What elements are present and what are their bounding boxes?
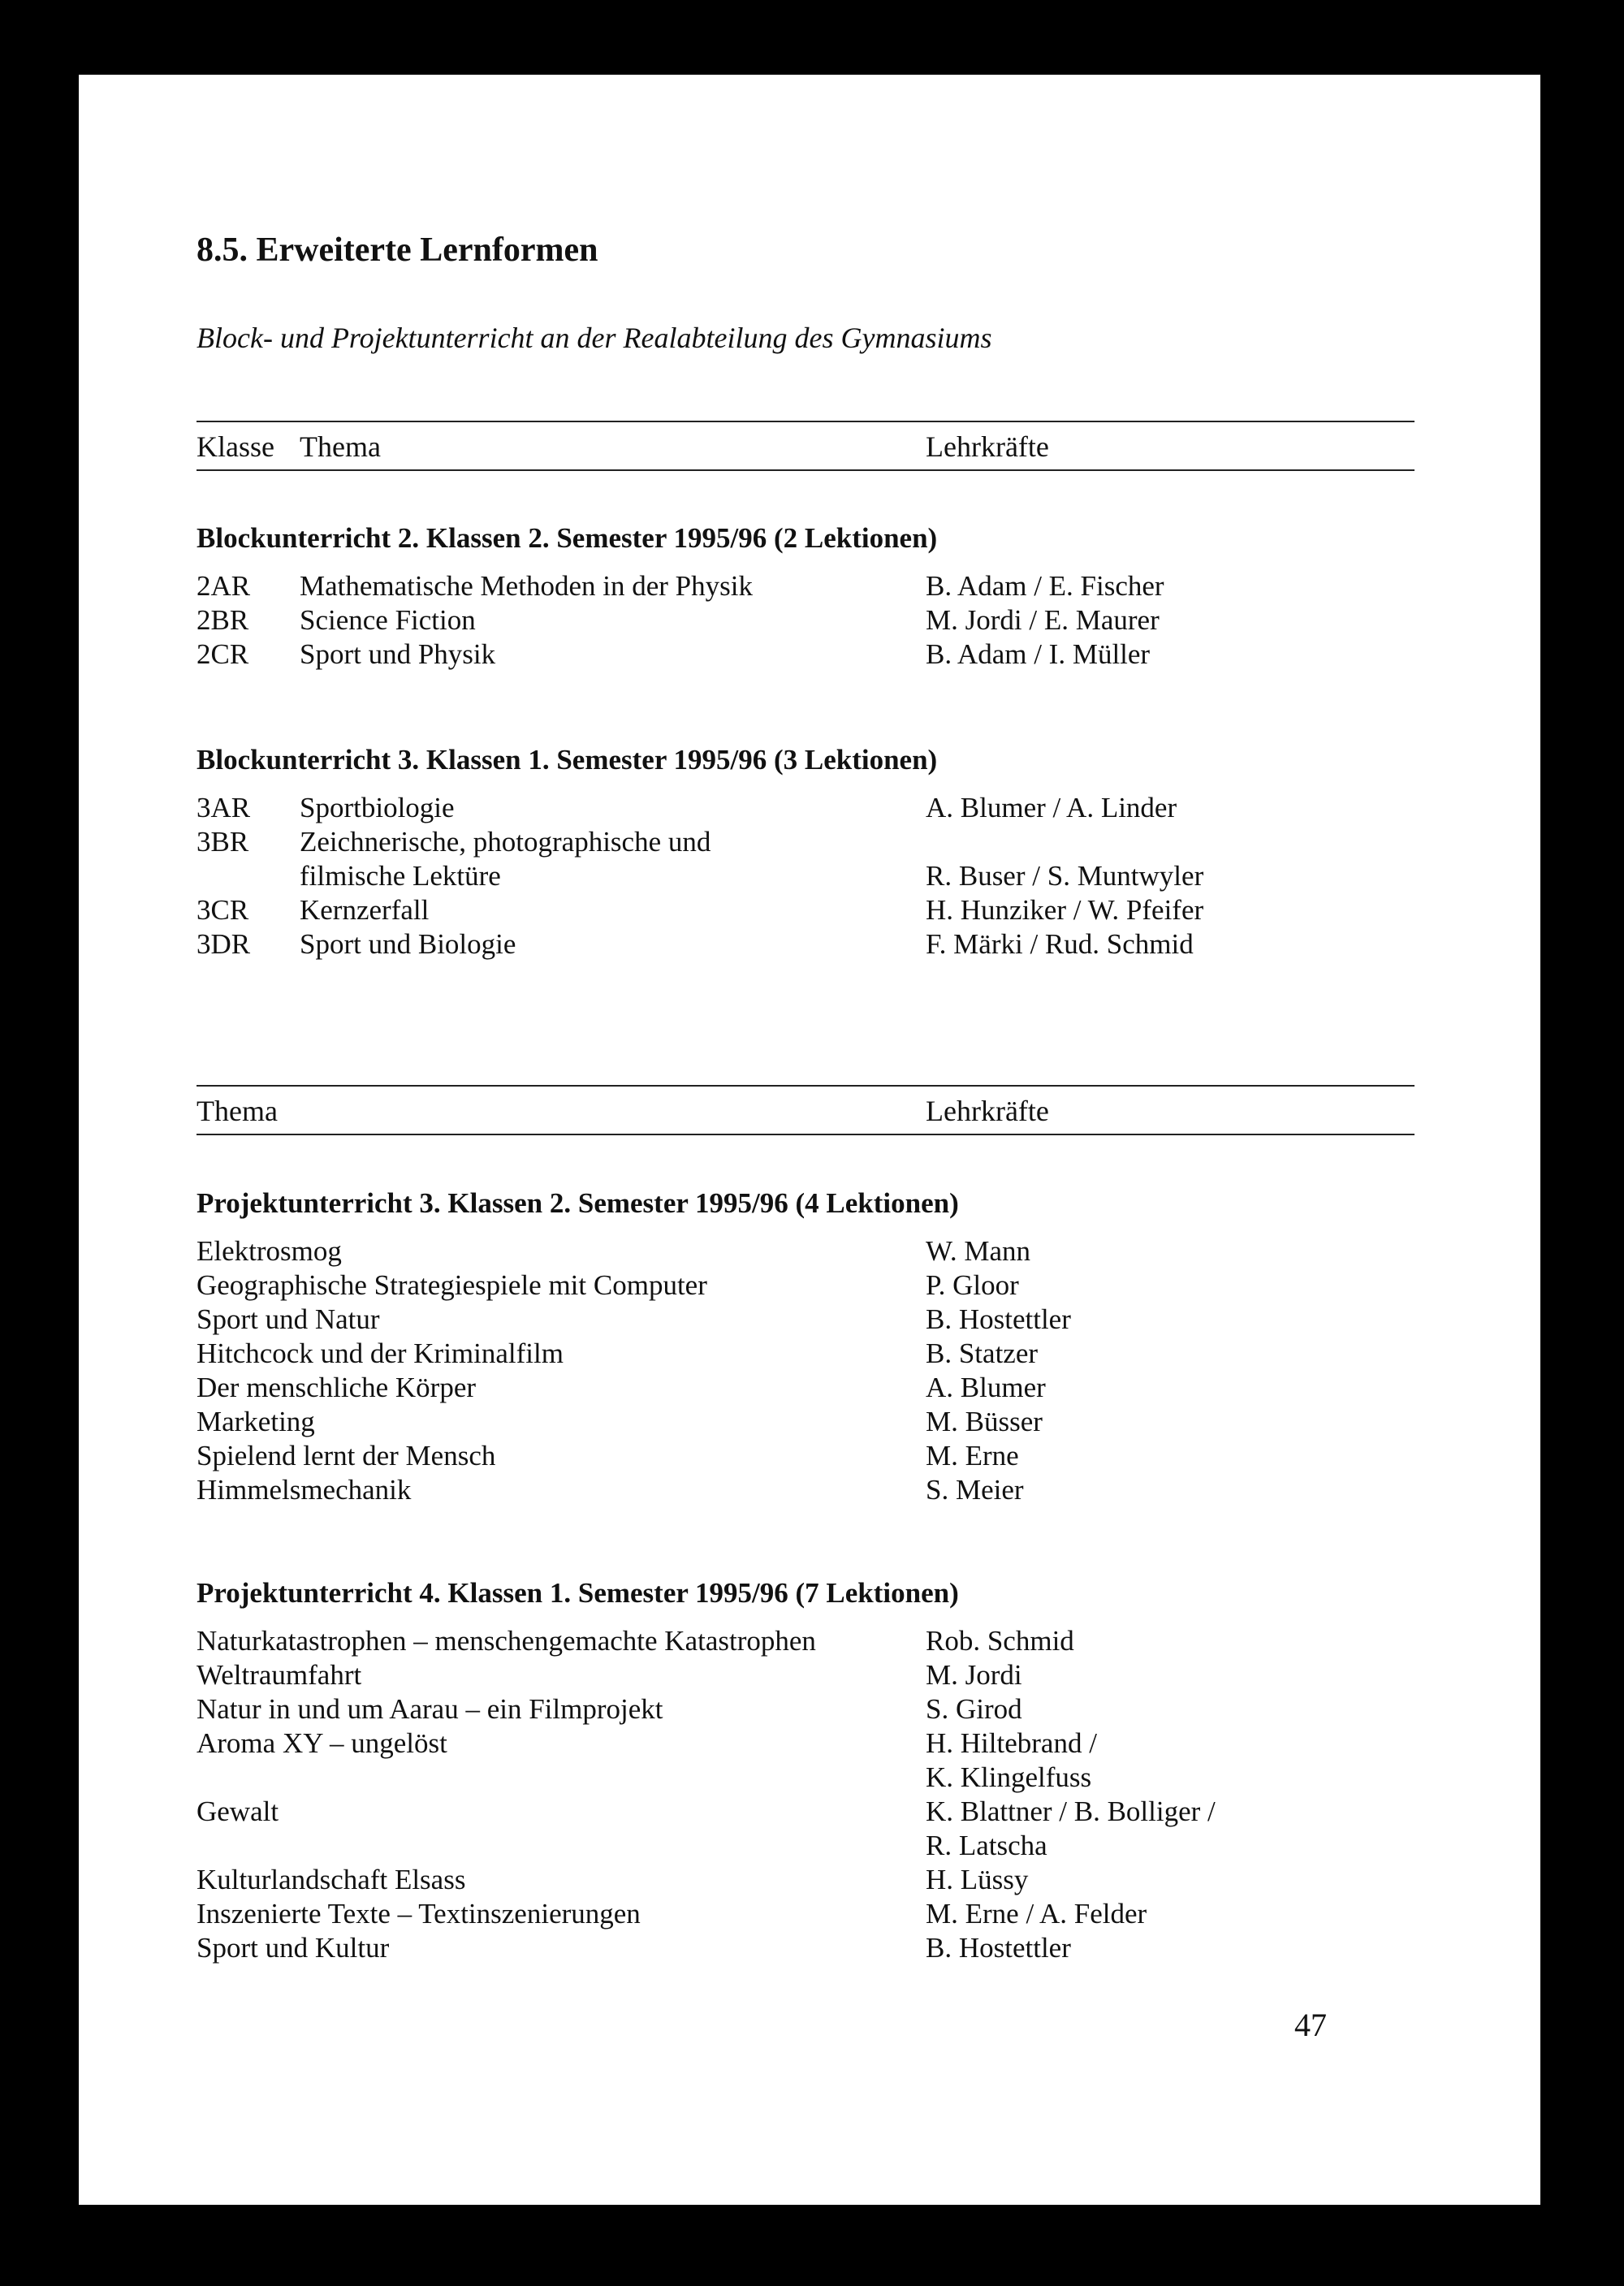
table2-header-thema: Thema — [197, 1095, 278, 1127]
thema-cell: Natur in und um Aarau – ein Filmprojekt — [197, 1693, 663, 1725]
lehrer-cell: W. Mann — [926, 1235, 1030, 1267]
table-row — [79, 1658, 1540, 1692]
table-row — [79, 1473, 1540, 1507]
klasse-cell: 2CR — [197, 638, 249, 670]
table-row — [79, 1337, 1540, 1371]
table-row — [79, 1405, 1540, 1439]
lehrer-cell: M. Erne — [926, 1440, 1019, 1471]
table-row — [79, 637, 1540, 672]
lehrer-cell: A. Blumer / A. Linder — [926, 792, 1177, 823]
section-title: Blockunterricht 2. Klassen 2. Semester 1995/96 (2 Lektionen) — [197, 522, 938, 554]
lehrer-cell: M. Jordi — [926, 1659, 1022, 1691]
lehrer-cell: M. Erne / A. Felder — [926, 1898, 1147, 1929]
page-heading: 8.5. Erweiterte Lernformen — [197, 231, 598, 269]
table-row — [79, 1371, 1540, 1405]
thema-cell: Hitchcock und der Kriminalfilm — [197, 1337, 564, 1369]
klasse-cell: 3AR — [197, 792, 251, 823]
table1-top-rule — [197, 421, 1415, 422]
lehrer-cell: B. Hostettler — [926, 1932, 1071, 1964]
thema-cell: Mathematische Methoden in der Physik — [300, 570, 753, 602]
table-row — [79, 1624, 1540, 1658]
lehrer-cell: S. Girod — [926, 1693, 1022, 1725]
thema-cell: Sport und Natur — [197, 1303, 380, 1335]
table-row — [79, 1931, 1540, 1965]
table2-header-lehrkraefte: Lehrkräfte — [926, 1095, 1049, 1127]
thema-cell: Weltraumfahrt — [197, 1659, 362, 1691]
table-row — [79, 1795, 1540, 1829]
thema-cell: Gewalt — [197, 1796, 279, 1827]
thema-cell: filmische Lektüre — [300, 860, 501, 892]
table2-header-rule — [197, 1134, 1415, 1135]
lehrer-cell: H. Hunziker / W. Pfeifer — [926, 894, 1204, 926]
document-page — [79, 75, 1540, 2205]
thema-cell: Aroma XY – ungelöst — [197, 1727, 447, 1759]
lehrer-cell: H. Hiltebrand / — [926, 1727, 1097, 1759]
thema-cell: Marketing — [197, 1406, 315, 1437]
table-row — [79, 1863, 1540, 1897]
thema-cell: Elektrosmog — [197, 1235, 342, 1267]
thema-cell: Sportbiologie — [300, 792, 455, 823]
table-row — [79, 1439, 1540, 1473]
klasse-cell: 3CR — [197, 894, 249, 926]
table-row — [79, 1829, 1540, 1863]
table-row — [79, 859, 1540, 893]
table-row — [79, 1268, 1540, 1303]
table-row — [79, 1692, 1540, 1726]
klasse-cell: 3BR — [197, 826, 249, 858]
thema-cell: Himmelsmechanik — [197, 1474, 412, 1506]
table-row — [79, 603, 1540, 637]
table-row — [79, 927, 1540, 962]
lehrer-cell: A. Blumer — [926, 1372, 1046, 1403]
lehrer-cell: H. Lüssy — [926, 1864, 1029, 1895]
lehrer-cell: K. Blattner / B. Bolliger / — [926, 1796, 1216, 1827]
thema-cell: Sport und Kultur — [197, 1932, 390, 1964]
thema-cell: Kulturlandschaft Elsass — [197, 1864, 466, 1895]
lehrer-cell: B. Hostettler — [926, 1303, 1071, 1335]
thema-cell: Sport und Physik — [300, 638, 496, 670]
lehrer-cell: K. Klingelfuss — [926, 1761, 1092, 1793]
thema-cell: Sport und Biologie — [300, 928, 516, 960]
lehrer-cell: M. Büsser — [926, 1406, 1043, 1437]
thema-cell: Inszenierte Texte – Textinszenierungen — [197, 1898, 641, 1929]
table1-header-rule — [197, 469, 1415, 471]
section-title: Blockunterricht 3. Klassen 1. Semester 1995/96 (3 Lektionen) — [197, 744, 938, 776]
page-number: 47 — [1294, 2007, 1327, 2043]
lehrer-cell: B. Adam / I. Müller — [926, 638, 1151, 670]
thema-cell: Der menschliche Körper — [197, 1372, 477, 1403]
table-row — [79, 569, 1540, 603]
thema-cell: Geographische Strategiespiele mit Computer — [197, 1269, 707, 1301]
section-title: Projektunterricht 3. Klassen 2. Semester 1995/96 (4 Lektionen) — [197, 1187, 959, 1219]
thema-cell: Science Fiction — [300, 604, 476, 636]
section-title: Projektunterricht 4. Klassen 1. Semester 1995/96 (7 Lektionen) — [197, 1577, 959, 1609]
table-row — [79, 893, 1540, 927]
table-row — [79, 791, 1540, 825]
lehrer-cell: R. Latscha — [926, 1830, 1047, 1861]
table1-header-thema: Thema — [300, 430, 381, 463]
table-row — [79, 1761, 1540, 1795]
thema-cell: Zeichnerische, photographische und — [300, 826, 711, 858]
thema-cell: Kernzerfall — [300, 894, 430, 926]
table-row — [79, 1897, 1540, 1931]
lehrer-cell: F. Märki / Rud. Schmid — [926, 928, 1194, 960]
table-row — [79, 825, 1540, 859]
page-subtitle: Block- und Projektunterricht an der Realabteilung des Gymnasiums — [197, 322, 992, 354]
klasse-cell: 3DR — [197, 928, 251, 960]
lehrer-cell: R. Buser / S. Muntwyler — [926, 860, 1204, 892]
table-row — [79, 1303, 1540, 1337]
lehrer-cell: P. Gloor — [926, 1269, 1019, 1301]
lehrer-cell: Rob. Schmid — [926, 1625, 1074, 1657]
lehrer-cell: M. Jordi / E. Maurer — [926, 604, 1160, 636]
table-row — [79, 1726, 1540, 1761]
table1-header-klasse: Klasse — [197, 430, 274, 463]
klasse-cell: 2AR — [197, 570, 251, 602]
thema-cell: Naturkatastrophen – menschengemachte Katastrophen — [197, 1625, 816, 1657]
lehrer-cell: S. Meier — [926, 1474, 1024, 1506]
thema-cell: Spielend lernt der Mensch — [197, 1440, 496, 1471]
table1-header-lehrkraefte: Lehrkräfte — [926, 430, 1049, 463]
lehrer-cell: B. Adam / E. Fischer — [926, 570, 1164, 602]
table-row — [79, 1234, 1540, 1268]
table2-top-rule — [197, 1085, 1415, 1087]
lehrer-cell: B. Statzer — [926, 1337, 1039, 1369]
klasse-cell: 2BR — [197, 604, 249, 636]
